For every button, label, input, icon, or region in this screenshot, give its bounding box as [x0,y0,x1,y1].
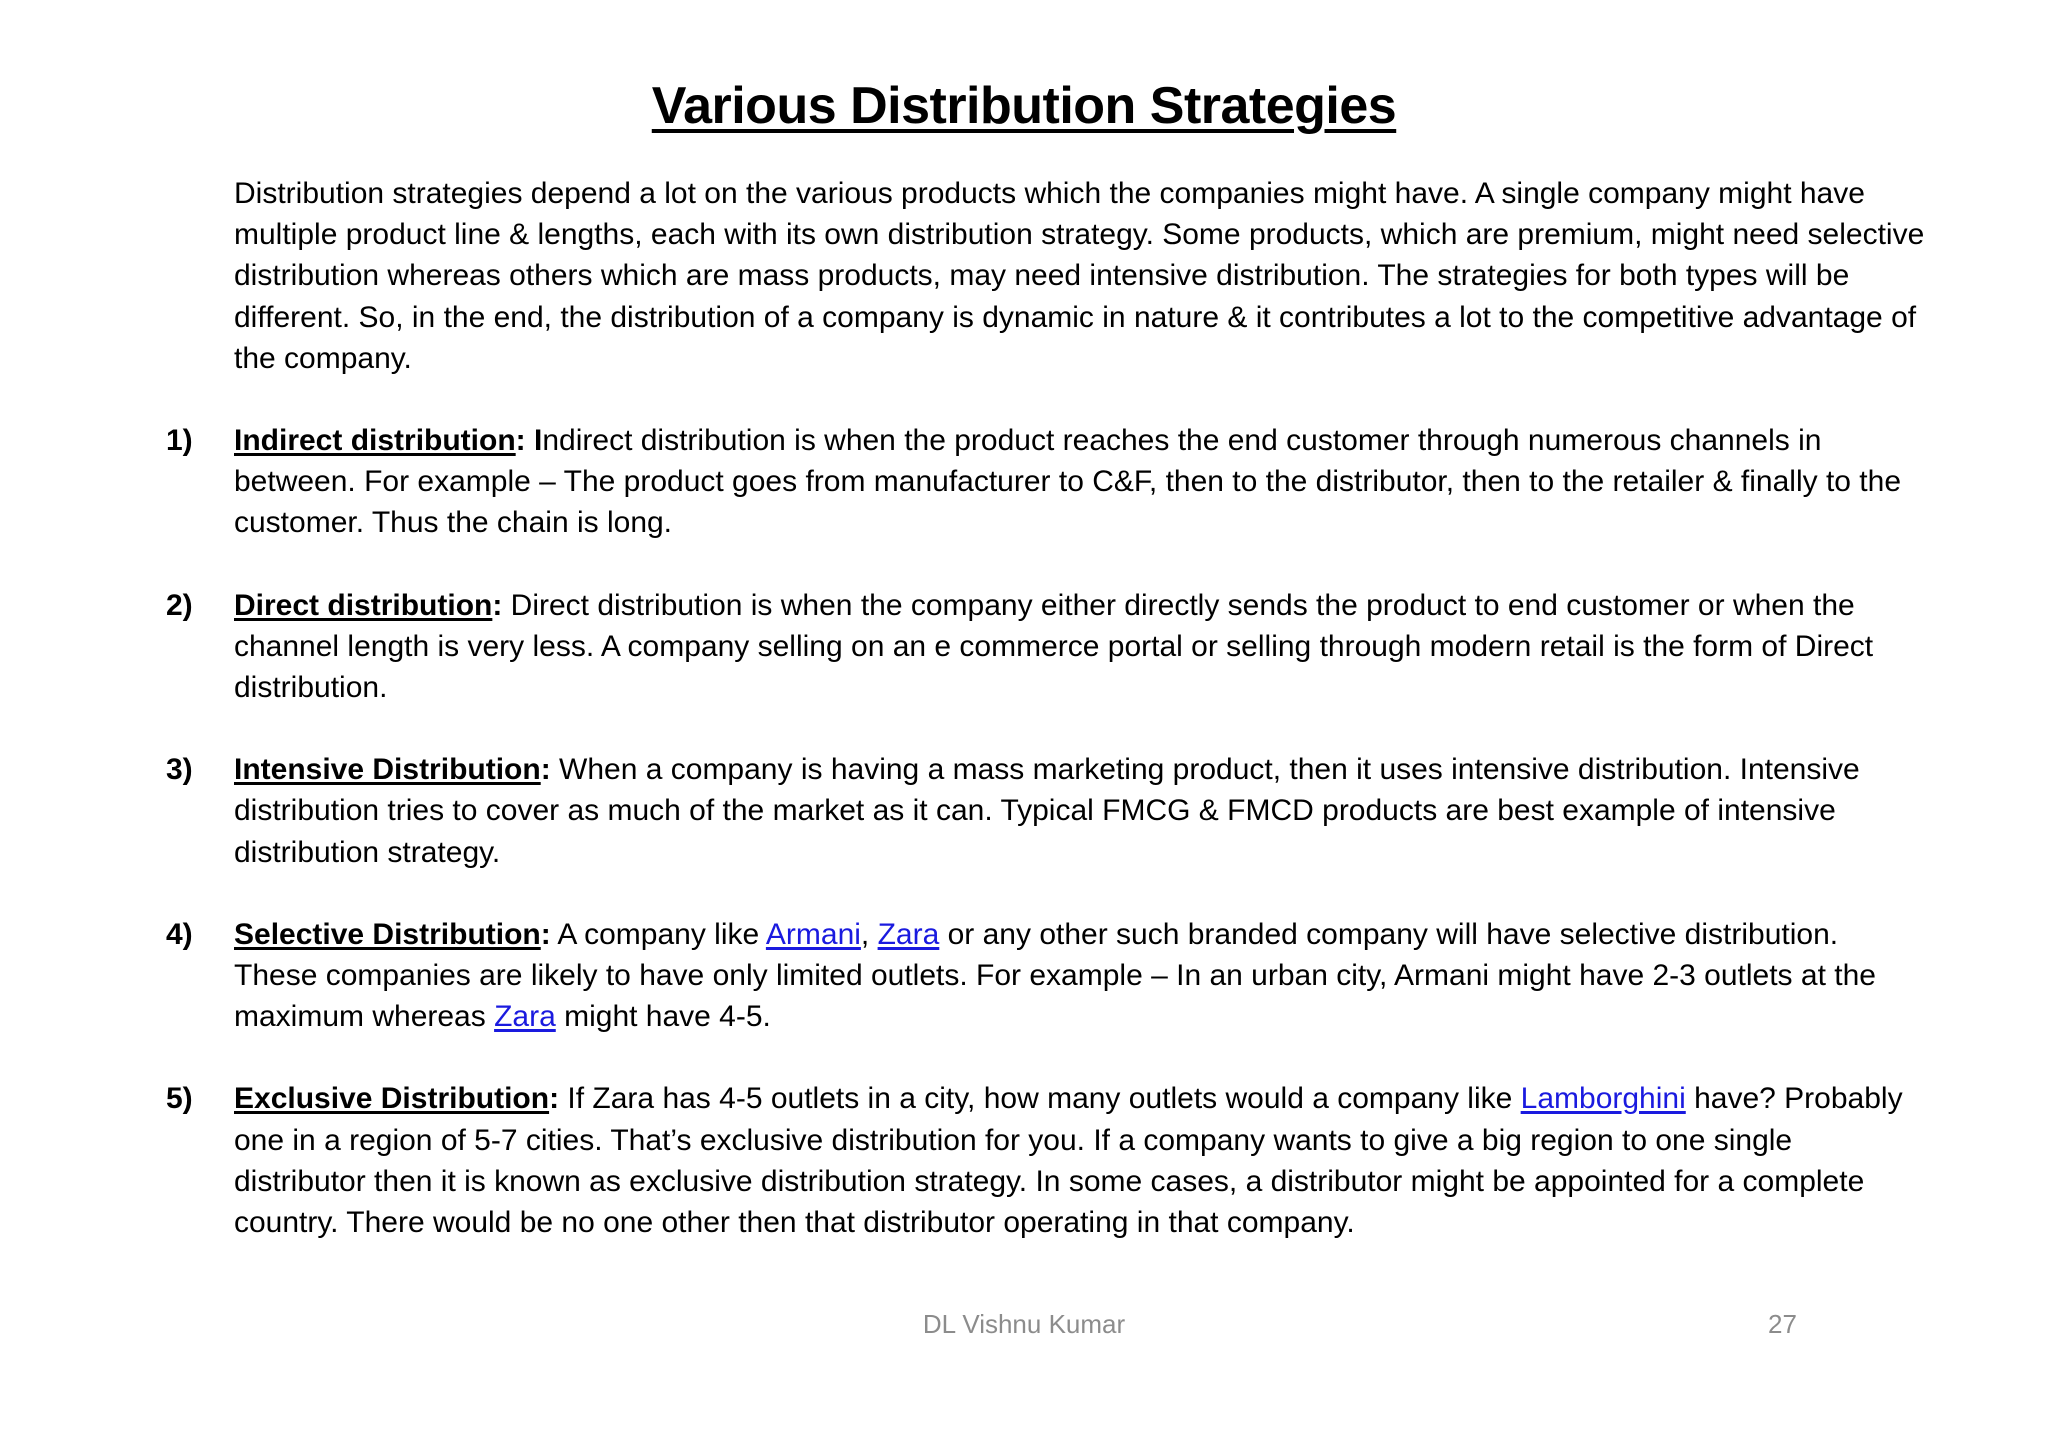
zara-link[interactable]: Zara [877,917,940,951]
item-description-part: or any other such branded company will have selective distribution. These companies are likely to have only limited outlets. For example – In an urban city, Armani might have 2-3 outlets at the maximum whereas [234,917,1876,1034]
item-lead-letter: I [534,424,543,458]
intro-paragraph: Distribution strategies depend a lot on the various products which the companies might have. A single company might have multiple product line & lengths, each with its own distribution strategy. Some products, which are premium, might need selective distribution whereas others which are mass products, may need intensive distribution. The strategies for both types will be different. So, in the end, the distribution of a company is dynamic in nature & it contributes a lot to the competitive advantage of the company. [234,177,1925,375]
page-number: 27 [1768,1309,1797,1339]
slide-content [166,173,1926,1243]
item-description-part: , [860,917,878,951]
item-number: 2) [166,588,193,622]
item-description: Direct distribution is when the company either directly sends the product to end customer or when the channel length is very less. A company selling on an e commerce portal or selling through modern retail is the form of Direct distribution. [234,588,1874,705]
item-number: 3) [166,753,193,787]
item-term: Selective Distribution [234,917,541,951]
slide-title: Various Distribution Strategies [651,77,1397,135]
item-term: Exclusive Distribution [234,1082,550,1116]
list-item-indirect-distribution [166,420,1926,544]
list-item-exclusive-distribution [166,1078,1926,1243]
zara-link[interactable]: Zara [494,1000,556,1034]
item-description-part: have? Probably one in a region of 5-7 cities. That’s exclusive distribution for you. If a company wants to give a big region to one single distributor then it is known as exclusive distribution strategy. In some cases, a distributor might be appointed for a complete country. There would be no one other then that distributor operating in that company. [234,1082,1903,1240]
lamborghini-link[interactable]: Lamborghini [1520,1082,1686,1116]
item-description-part: might have 4-5. [555,1000,771,1034]
footer-author: DL Vishnu Kumar [922,1309,1126,1339]
item-description-part: If Zara has 4-5 outlets in a city, how many outlets would a company like [559,1082,1521,1116]
list-item-direct-distribution [166,585,1926,709]
list-item-selective-distribution [166,914,1926,1038]
item-description: ndirect distribution is when the product reaches the end customer through numerous channels in between. For example – The product goes from manufacturer to C&F, then to the distributor, then to the retailer & finally to the customer. Thus the chain is long. [234,424,1902,540]
item-colon: : [515,424,526,458]
item-colon: : [549,1082,560,1116]
item-term: Direct distribution [234,588,493,622]
item-term: Indirect distribution [234,424,516,458]
list-item-intensive-distribution [166,749,1926,873]
item-number: 1) [166,424,193,458]
item-number: 4) [166,917,193,951]
item-colon: : [540,917,551,951]
item-description-part: A company like [550,917,766,951]
item-description: When a company is having a mass marketing product, then it uses intensive distribution. Intensive distribution tries to cover as much of the market as it can. Typical FMCG & FMCD products are best example of intensive distribution strategy. [234,753,1860,869]
armani-link[interactable]: Armani [765,917,861,951]
item-colon: : [540,753,551,787]
item-number: 5) [166,1082,193,1116]
item-colon: : [492,588,503,622]
item-term: Intensive Distribution [234,753,541,787]
